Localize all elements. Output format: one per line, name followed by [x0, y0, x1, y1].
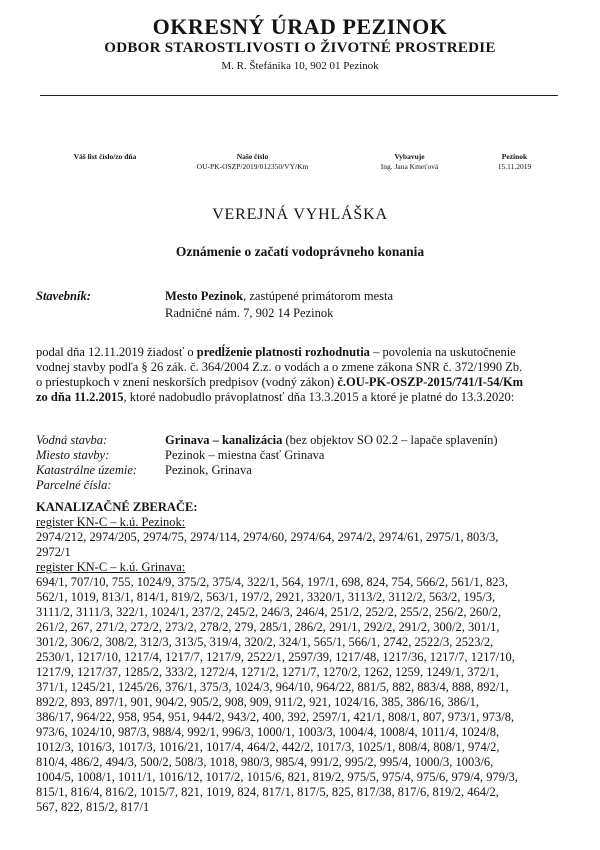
parcel-line: 973/6, 1024/10, 987/3, 988/4, 992/1, 996/3, 1000/1, 1003/3, 1004/4, 1008/4, 1011/4, 1024/8,: [36, 725, 500, 739]
handled-by-value: Ing. Jana Kmeťová: [380, 162, 439, 171]
field-value: [165, 433, 498, 448]
field-location: [36, 448, 325, 463]
paragraph-emphasis: predĺženie platnosti rozhodnutia: [196, 345, 370, 359]
field-parcels: [36, 478, 165, 493]
parcel-line: 1004/5, 1008/1, 1011/1, 1016/12, 1017/2, 1015/6, 821, 819/2, 975/5, 975/4, 975/6, 979/4, 979/3,: [36, 770, 518, 784]
investor-name: Mesto Pezinok: [165, 289, 244, 303]
field-value: Pezinok – miestna časť Grinava: [165, 448, 325, 462]
our-number-label: Naše číslo: [236, 152, 269, 161]
parcel-line: 386/17, 964/22, 958, 954, 951, 944/2, 943/2, 400, 392, 2597/1, 421/1, 808/1, 807, 973/1, 973/8,: [36, 710, 515, 724]
field-label: Vodná stavba:: [36, 433, 108, 447]
decision-date: zo dňa 11.2.2015: [36, 390, 124, 404]
sewer-heading: KANALIZAČNÉ ZBERAČE:: [36, 500, 198, 514]
investor-label: Stavebník:: [36, 289, 91, 303]
register-pezinok: register KN-C – k.ú. Pezinok:: [36, 515, 186, 529]
field-cadastral: [36, 463, 252, 478]
paragraph-line-3: [36, 375, 564, 390]
decision-number: č.OU-PK-OSZP-2015/741/I-54/Km: [337, 375, 524, 389]
parcel-line: 2530/1, 1217/10, 1217/4, 1217/7, 1217/9, 2522/1, 2597/39, 1217/48, 1217/36, 1217/7, 1217/10,: [36, 650, 515, 664]
parcel-line: 1217/9, 1217/37, 1285/2, 333/2, 1272/4, 1271/2, 1271/7, 1270/2, 1262, 1259, 1249/1, 372/1,: [36, 665, 499, 679]
your-letter-column: [60, 152, 150, 161]
parcel-line: 2974/212, 2974/205, 2974/75, 2974/114, 2974/60, 2974/64, 2974/2, 2974/61, 2975/1, 803/3,: [36, 530, 499, 544]
field-label: Katastrálne územie:: [36, 463, 138, 477]
our-number-value: OU-PK-OSZP/2019/012350/VY/Km: [196, 162, 309, 171]
parcel-line: 261/2, 267, 271/2, 272/2, 273/2, 278/2, 279, 285/1, 286/2, 291/1, 292/2, 291/2, 300/2, 301/1,: [36, 620, 500, 634]
paragraph-line-1: [36, 345, 564, 360]
paragraph-text: o priestupkoch v znení neskorších predpisov (vodný zákon): [36, 375, 338, 389]
request-paragraph: [36, 345, 564, 405]
place-date-column: [482, 152, 547, 171]
paragraph-text: , ktoré nadobudlo právoplatnosť dňa 13.3.2015 a ktoré je platné do 13.3.2020:: [123, 390, 515, 404]
pezinok-parcels: [36, 530, 564, 560]
register-grinava: register KN-C – k.ú. Grinava:: [36, 560, 186, 574]
paragraph-text: podal dňa 12.11.2019 žiadosť o: [36, 345, 197, 359]
date-value: 15.11.2019: [497, 162, 532, 171]
parcel-line: 2972/1: [36, 545, 71, 559]
investor-address: Radničné nám. 7, 902 14 Pezinok: [165, 306, 334, 320]
place-label: Pezinok: [501, 152, 528, 161]
paragraph-line-2: vodnej stavby podľa § 26 zák. č. 364/2004 Z.z. o vodách a o zmene zákona SNR č. 372/1990 Zb.: [36, 360, 523, 374]
parcel-line: 1012/3, 1016/3, 1017/3, 1016/21, 1017/4, 464/2, 442/2, 1017/3, 1025/1, 808/4, 808/1, 974/2,: [36, 740, 500, 754]
parcel-line: 3111/2, 3111/3, 322/1, 1024/1, 237/2, 245/2, 246/3, 246/4, 251/2, 252/2, 255/2, 256/2, 260/2,: [36, 605, 502, 619]
investor-name-rest: , zastúpené primátorom mesta: [243, 289, 394, 303]
parcel-line: 810/4, 486/2, 494/3, 500/2, 508/3, 1018, 980/3, 985/4, 991/2, 995/2, 995/4, 1000/3, 1003/6,: [36, 755, 494, 769]
parcel-line: 694/1, 707/10, 755, 1024/9, 375/2, 375/4, 322/1, 564, 197/1, 698, 824, 754, 566/2, 561/1, 823,: [36, 575, 508, 589]
paragraph-text: – povolenia na uskutočnenie: [369, 345, 516, 359]
water-structure-note: (bez objektov SO 02.2 – lapače splavenín): [282, 433, 498, 447]
document-subtitle: Oznámenie o začatí vodoprávneho konania: [175, 244, 425, 259]
parcel-line: 371/1, 1245/21, 1245/26, 376/1, 375/3, 1024/3, 964/10, 964/22, 881/5, 882, 883/4, 888, 892/1,: [36, 680, 509, 694]
your-letter-label: Váš list číslo/zo dňa: [73, 152, 137, 161]
department-name: ODBOR STAROSTLIVOSTI O ŽIVOTNÉ PROSTREDIE: [104, 40, 496, 56]
construction-fields: [36, 433, 498, 493]
grinava-parcels: [36, 575, 564, 815]
parcel-line: 815/1, 816/4, 816/2, 1015/7, 821, 1019, 824, 817/1, 817/5, 825, 817/38, 817/6, 819/2, 464/2,: [36, 785, 499, 799]
field-water-structure: [36, 433, 498, 448]
field-label: Miesto stavby:: [36, 448, 110, 462]
handled-by-label: Vybavuje: [394, 152, 425, 161]
handled-by-column: [362, 152, 457, 171]
paragraph-line-4: [36, 390, 564, 405]
our-number-column: [185, 152, 320, 171]
header-divider: [40, 95, 558, 96]
parcel-line: 301/2, 306/2, 308/2, 312/3, 313/5, 319/4, 320/2, 324/1, 565/1, 566/1, 2742, 2522/3, 2523/2,: [36, 635, 494, 649]
parcel-line: 567, 822, 815/2, 817/1: [36, 800, 150, 814]
field-label: Parcelné čísla:: [36, 478, 112, 492]
water-structure-name: Grinava – kanalizácia: [165, 433, 283, 447]
document-title: VEREJNÁ VYHLÁŠKA: [212, 206, 388, 223]
parcel-line: 562/1, 1019, 813/1, 814/1, 819/2, 563/1, 197/2, 2921, 3320/1, 3113/2, 3112/2, 563/2, 195/3,: [36, 590, 496, 604]
office-address: M. R. Štefánika 10, 902 01 Pezinok: [221, 60, 379, 72]
parcel-line: 892/2, 893, 897/1, 901, 904/2, 905/2, 908, 909, 911/2, 921, 1024/16, 385, 386/16, 386/1,: [36, 695, 479, 709]
investor-name-line: [165, 289, 393, 304]
office-name: OKRESNÝ ÚRAD PEZINOK: [152, 14, 448, 39]
field-value: Pezinok, Grinava: [165, 463, 252, 477]
sewer-section: [36, 500, 564, 815]
